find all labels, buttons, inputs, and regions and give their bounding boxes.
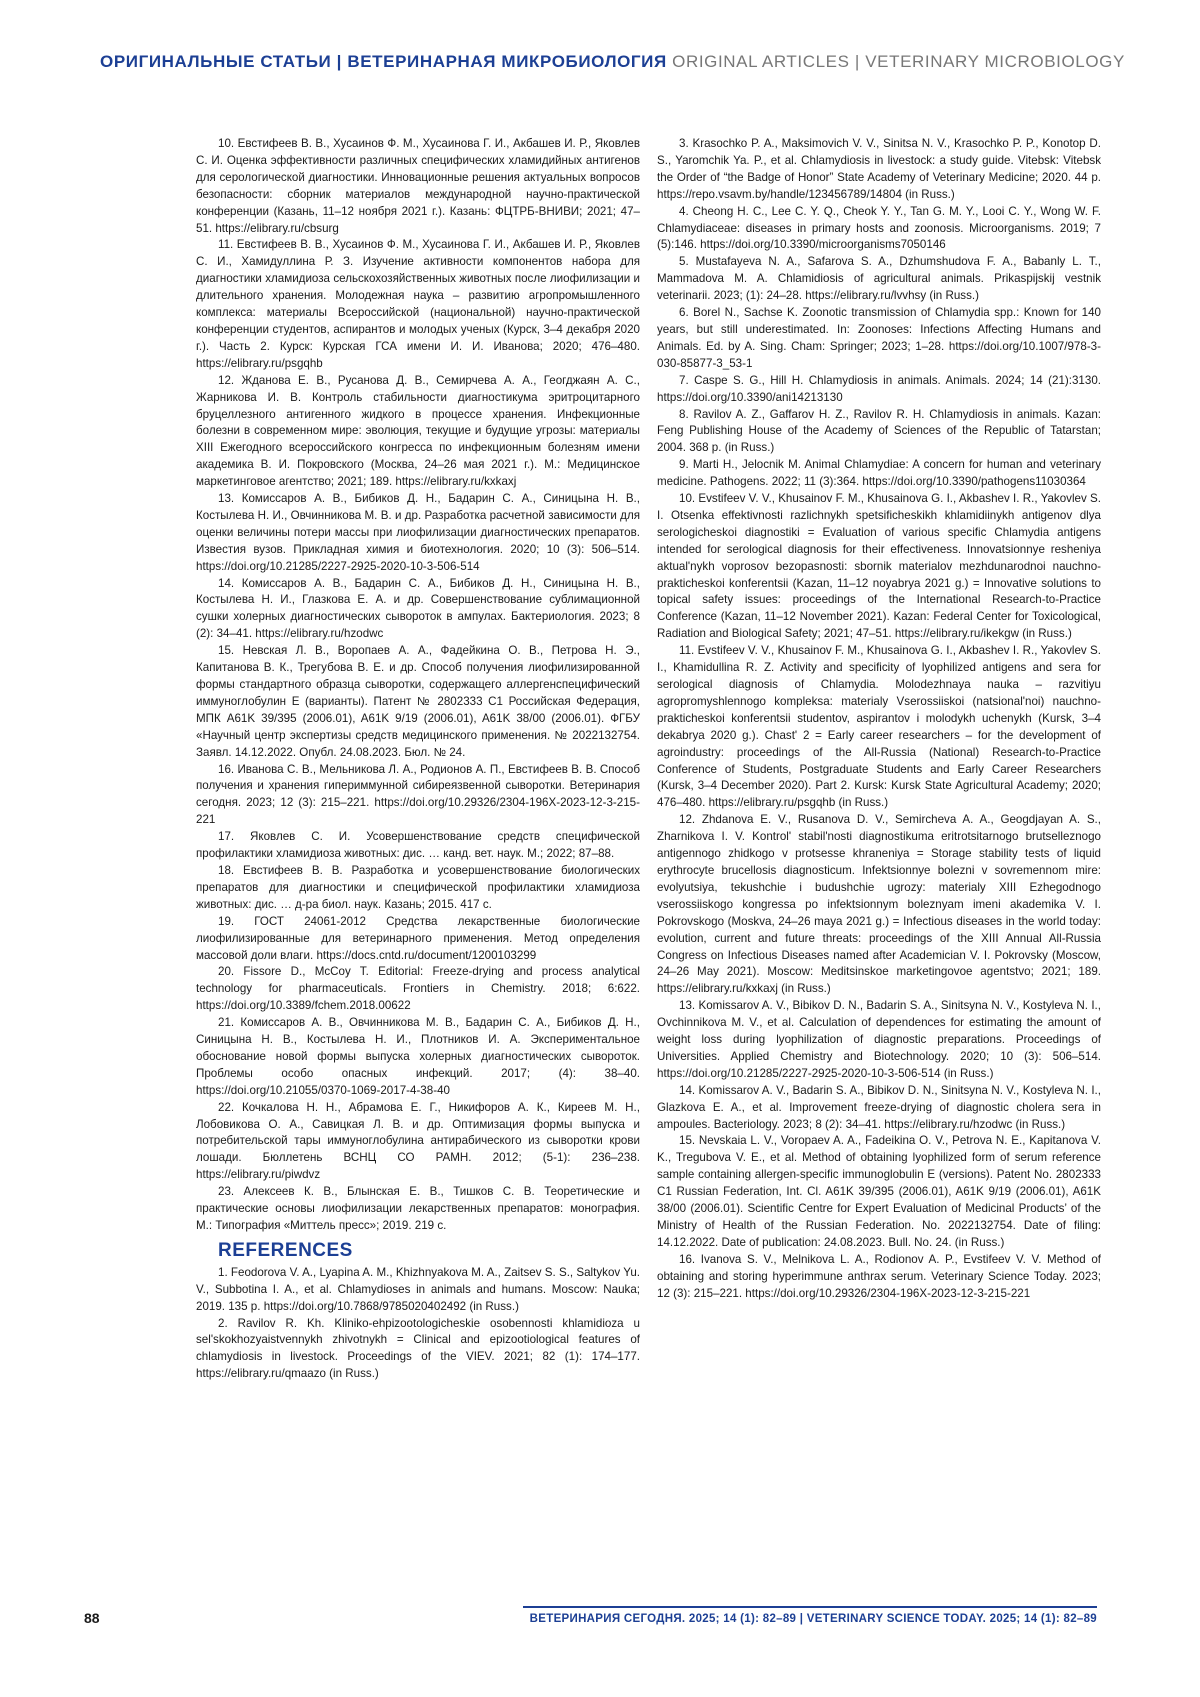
left-column bbox=[196, 136, 640, 1383]
reference-item: 21. Комиссаров А. В., Овчинникова М. В., Бадарин С. А., Бибиков Д. Н., Синицына Н. В., Костылева Н. И., Плотников И. А. Экспериментальное обоснование новой формы выпуска холерных диагностических сывороток. Проблемы особо опасных инфекций. 2017; (4): 38–40. https://doi.org/10.21055/0370-1069-2017-4-38-40 bbox=[196, 1015, 640, 1100]
footer-journal-citation: ВЕТЕРИНАРИЯ СЕГОДНЯ. 2025; 14 (1): 82–89 | VETERINARY SCIENCE TODAY. 2025; 14 (1): 82–89 bbox=[530, 1613, 1097, 1625]
reference-item: 11. Evstifeev V. V., Khusainov F. M., Khusainova G. I., Akbashev I. R., Yakovlev S. I., Khamidullina R. Z. Activity and specificity of lyophilized antigens and sera for serological diagnosis of Chlamydia. Molodezhnaya nauka – razvitiyu agropromyshlennogo kompleksa: materialy Vserossiiskoi (natsional'noi) nauchno-prakticheskoi konferentsii studentov, aspirantov i molodykh uchenykh (Kursk, 3–4 dekabrya 2020 g.). Chast' 2 = Early career researchers – for the development of agroindustry: proceedings of the All-Russia (National) Research-to-Practice Conference of Students, Postgraduate Students and Early Career Researchers (Kursk, 3–4 December 2020). Part 2. Kursk: Kursk State Agricultural Academy; 2020; 476–480. https://elibrary.ru/psgqhb (in Russ.) bbox=[657, 643, 1101, 812]
running-header bbox=[100, 52, 1100, 72]
reference-item: 22. Кочкалова Н. Н., Абрамова Е. Г., Никифоров А. К., Киреев М. Н., Лобовикова О. А., Савицкая Л. В. и др. Оптимизация формы выпуска и потребительской тары иммуноглобулина антирабического из сыворотки крови лошади. Бюллетень ВСНЦ СО РАМН. 2012; (5-1): 236–238. https://elibrary.ru/piwdvz bbox=[196, 1100, 640, 1185]
reference-item: 6. Borel N., Sachse K. Zoonotic transmission of Chlamydia spp.: Known for 140 years, but still underestimated. In: Zoonoses: Infections Affecting Humans and Animals. Ed. by A. Sing. Cham: Springer; 2023; 1–28. https://doi.org/10.1007/978-3-030-85877-3_53-1 bbox=[657, 305, 1101, 373]
footer-divider bbox=[523, 1606, 1097, 1608]
right-column bbox=[657, 136, 1101, 1303]
header-section-en: ORIGINAL ARTICLES | VETERINARY MICROBIOLOGY bbox=[672, 52, 1125, 71]
reference-item: 23. Алексеев К. В., Блынская Е. В., Тишков С. В. Теоретические и практические основы лиофилизации лекарственных препаратов: монография. М.: Типография «Миттель пресс»; 2019. 219 с. bbox=[196, 1184, 640, 1235]
page-number: 88 bbox=[84, 1610, 100, 1626]
header-section-ru: ОРИГИНАЛЬНЫЕ СТАТЬИ | ВЕТЕРИНАРНАЯ МИКРОБИОЛОГИЯ bbox=[100, 52, 667, 71]
reference-item: 14. Komissarov A. V., Badarin S. A., Bibikov D. N., Sinitsyna N. V., Kostyleva N. I., Glazkova E. A., et al. Improvement freeze-drying of diagnostic cholera sera in ampoules. Bacteriology. 2023; 8 (2): 34–41. https://elibrary.ru/hzodwc (in Russ.) bbox=[657, 1083, 1101, 1134]
reference-item: 20. Fissore D., McCoy T. Editorial: Freeze-drying and process analytical technology for pharmaceuticals. Frontiers in Chemistry. 2018; 6:622. https://doi.org/10.3389/fchem.2018.00622 bbox=[196, 964, 640, 1015]
reference-item: 5. Mustafayeva N. A., Safarova S. A., Dzhumshudova F. A., Babanly L. T., Mammadova M. A. Chlamidiosis of agricultural animals. Prikaspijskij vestnik veterinarii. 2023; (1): 24–28. https://elibrary.ru/lvvhsy (in Russ.) bbox=[657, 254, 1101, 305]
reference-item: 7. Caspe S. G., Hill H. Chlamydiosis in animals. Animals. 2024; 14 (21):3130. https://doi.org/10.3390/ani14213130 bbox=[657, 373, 1101, 407]
reference-item: 15. Невская Л. В., Воропаев А. А., Фадейкина О. В., Петрова Н. Э., Капитанова В. К., Трегубова В. Е. и др. Способ получения лиофилизированной формы стандартного образца сыворотки, содержащего аллергенспецифический иммуноглобулин Е (варианты). Патент № 2802333 C1 Российская Федерация, МПК A61K 39/395 (2006.01), A61K 9/19 (2006.01), A61K 38/00 (2006.01). ФГБУ «Научный центр экспертизы средств медицинского применения. № 2022132754. Заявл. 14.12.2022. Опубл. 24.08.2023. Бюл. № 24. bbox=[196, 643, 640, 761]
references-heading: REFERENCES bbox=[218, 1243, 640, 1260]
reference-item: 16. Ivanova S. V., Melnikova L. A., Rodionov A. P., Evstifeev V. V. Method of obtaining and storing hyperimmune anthrax serum. Veterinary Science Today. 2023; 12 (3): 215–221. https://doi.org/10.29326/2304-196X-2023-12-3-215-221 bbox=[657, 1252, 1101, 1303]
reference-item: 10. Evstifeev V. V., Khusainov F. M., Khusainova G. I., Akbashev I. R., Yakovlev S. I. Otsenka effektivnosti razlichnykh spetsificheskikh khlamidiinykh antigenov dlya serologicheskoi diagnostiki = Evaluation of various specific Chlamydia antigens intended for serological diagnosis for their effectiveness. Innovatsionnye resheniya aktual'nykh voprosov bezopasnosti: sbornik materialov mezhdunarodnoi nauchno-prakticheskoi konferentsii (Kazan, 11–12 noyabrya 2021 g.) = Innovative solutions to topical safety issues: proceedings of the International Research-to-Practice Conference (Kazan, 11–12 November 2021). Kazan: Federal Center for Toxicological, Radiation and Biological Safety; 2021; 47–51. https://elibrary.ru/ikekgw (in Russ.) bbox=[657, 491, 1101, 643]
reference-item: 12. Жданова Е. В., Русанова Д. В., Семирчева А. А., Геогджаян А. С., Жарникова И. В. Контроль стабильности диагностикума эритроцитарного бруцеллезного антигенного жидкого в процессе хранения. Инфекционные болезни в современном мире: эволюция, текущие и будущие угрозы: материалы XIII Ежегодного всероссийского конгресса по инфекционным болезням имени академика В. И. Покровского (Москва, 24–26 мая 2021 г.). М.: Медицинское маркетинговое агентство; 2021; 189. https://elibrary.ru/kxkaxj bbox=[196, 373, 640, 491]
reference-item: 14. Комиссаров А. В., Бадарин С. А., Бибиков Д. Н., Синицына Н. В., Костылева Н. И., Глазкова Е. А. и др. Совершенствование сублимационной сушки холерных диагностических сывороток в ампулах. Бактериология. 2023; 8 (2): 34–41. https://elibrary.ru/hzodwc bbox=[196, 576, 640, 644]
reference-item: 13. Komissarov A. V., Bibikov D. N., Badarin S. A., Sinitsyna N. V., Kostyleva N. I., Ovchinnikova M. V., et al. Calculation of dependences for estimating the amount of weight loss during lyophilization of diagnostic preparations. Proceedings of Universities. Applied Chemistry and Biotechnology. 2020; 10 (3): 506–514. https://doi.org/10.21285/2227-2925-2020-10-3-506-514 (in Russ.) bbox=[657, 998, 1101, 1083]
reference-item: 11. Евстифеев В. В., Хусаинов Ф. М., Хусаинова Г. И., Акбашев И. Р., Яковлев С. И., Хамидуллина Р. З. Изучение активности компонентов набора для диагностики хламидиоза сельскохозяйственных животных после лиофилизации и длительного хранения. Молодежная наука – развитию агропромышленного комплекса: материалы Всероссийской (национальной) научно-практической конференции студентов, аспирантов и молодых ученых (Курск, 3–4 декабря 2020 г.). Часть 2. Курск: Курская ГСА имени И. И. Иванова; 2020; 476–480. https://elibrary.ru/psgqhb bbox=[196, 237, 640, 372]
reference-item: 4. Cheong H. C., Lee C. Y. Q., Cheok Y. Y., Tan G. M. Y., Looi C. Y., Wong W. F. Chlamydiaceae: diseases in primary hosts and zoonosis. Microorganisms. 2019; 7 (5):146. https://doi.org/10.3390/microorganisms7050146 bbox=[657, 204, 1101, 255]
reference-item: 13. Комиссаров А. В., Бибиков Д. Н., Бадарин С. А., Синицына Н. В., Костылева Н. И., Овчинникова М. В. и др. Разработка расчетной зависимости для оценки величины потери массы при лиофилизации диагностических препаратов. Известия вузов. Прикладная химия и биотехнология. 2020; 10 (3): 506–514. https://doi.org/10.21285/2227-2925-2020-10-3-506-514 bbox=[196, 491, 640, 576]
reference-item: 3. Krasochko P. A., Maksimovich V. V., Sinitsa N. V., Krasochko P. P., Konotop D. S., Yaromchik Ya. P., et al. Chlamydiosis in livestock: a study guide. Vitebsk: Vitebsk the Order of “the Badge of Honor” State Academy of Veterinary Medicine; 2020. 44 p. https://repo.vsavm.by/handle/123456789/14804 (in Russ.) bbox=[657, 136, 1101, 204]
reference-item: 12. Zhdanova E. V., Rusanova D. V., Semircheva A. A., Geogdjayan A. S., Zharnikova I. V. Kontrol' stabil'nosti diagnostikuma eritrotsitarnogo brutselleznogo antigennogo zhidkogo v protsesse khraneniya = Storage stability tests of liquid erythrocyte brucellosis diagnosticum. Infektsionnye bolezni v sovremennom mire: evolyutsiya, tekushchie i budushchie ugrozy: materialy XIII Ezhegodnogo vserossiiskogo kongressa po infektsionnym boleznyam imeni akademika V. I. Pokrovskogo (Moskva, 24–26 maya 2021 g.) = Infectious diseases in the world today: evolution, current and future threats: proceedings of the XIII Annual All-Russia Congress on Infectious Diseases named after Academician V. I. Pokrovsky (Moscow, 24–26 May 2021). Moscow: Meditsinskoe marketingovoe agentstvo; 2021; 189. https://elibrary.ru/kxkaxj (in Russ.) bbox=[657, 812, 1101, 998]
reference-item: 9. Marti H., Jelocnik M. Animal Chlamydiae: A concern for human and veterinary medicine. Pathogens. 2022; 11 (3):364. https://doi.org/10.3390/pathogens11030364 bbox=[657, 457, 1101, 491]
reference-item: 15. Nevskaia L. V., Voropaev A. A., Fadeikina O. V., Petrova N. E., Kapitanova V. K., Tregubova V. E., et al. Method of obtaining lyophilized form of serum reference sample containing allergen-specific immunoglobulin E (versions). Patent No. 2802333 C1 Russian Federation, Int. Cl. A61K 39/395 (2006.01), A61K 9/19 (2006.01), A61K 38/00 (2006.01). Scientific Centre for Expert Evaluation of Medicinal Products’ of the Ministry of Health of the Russian Federation. No. 2022132754. Date of filing: 14.12.2022. Date of publication: 24.08.2023. Bull. No. 24. (in Russ.) bbox=[657, 1133, 1101, 1251]
reference-item: 2. Ravilov R. Kh. Kliniko-ehpizootologicheskie osobennosti khlamidioza u sel'skokhozyaistvennykh zhivotnykh = Clinical and epizootiological features of chlamydiosis in livestock. Proceedings of the VIEV. 2021; 82 (1): 174–177. https://elibrary.ru/qmaazo (in Russ.) bbox=[196, 1316, 640, 1384]
reference-item: 18. Евстифеев В. В. Разработка и усовершенствование биологических препаратов для диагностики и специфической профилактики хламидиоза животных: дис. … д-ра биол. наук. Казань; 2015. 417 с. bbox=[196, 863, 640, 914]
reference-item: 19. ГОСТ 24061-2012 Средства лекарственные биологические лиофилизированные для ветеринарного применения. Метод определения массовой доли влаги. https://docs.cntd.ru/document/1200103299 bbox=[196, 914, 640, 965]
reference-item: 10. Евстифеев В. В., Хусаинов Ф. М., Хусаинова Г. И., Акбашев И. Р., Яковлев С. И. Оценка эффективности различных специфических хламидийных антигенов для серологической диагностики. Инновационные решения актуальных вопросов безопасности: сборник материалов международной научно-практической конференции (Казань, 11–12 ноября 2021 г.). Казань: ФЦТРБ-ВНИВИ; 2021; 47–51. https://elibrary.ru/cbsurg bbox=[196, 136, 640, 237]
reference-item: 8. Ravilov A. Z., Gaffarov H. Z., Ravilov R. H. Chlamydiosis in animals. Kazan: Feng Publishing House of the Academy of Sciences of the Republic of Tatarstan; 2004. 368 p. (in Russ.) bbox=[657, 407, 1101, 458]
reference-item: 16. Иванова С. В., Мельникова Л. А., Родионов А. П., Евстифеев В. В. Способ получения и хранения гипериммунной сибиреязвенной сыворотки. Ветеринария сегодня. 2023; 12 (3): 215–221. https://doi.org/10.29326/2304-196X-2023-12-3-215-221 bbox=[196, 762, 640, 830]
reference-item: 17. Яковлев С. И. Усовершенствование средств специфической профилактики хламидиоза животных: дис. … канд. вет. наук. М.; 2022; 87–88. bbox=[196, 829, 640, 863]
reference-item: 1. Feodorova V. A., Lyapina A. M., Khizhnyakova M. A., Zaitsev S. S., Saltykov Yu. V., Subbotina I. A., et al. Chlamydioses in animals and humans. Moscow: Nauka; 2019. 135 p. https://doi.org/10.7868/9785020402492 (in Russ.) bbox=[196, 1265, 640, 1316]
